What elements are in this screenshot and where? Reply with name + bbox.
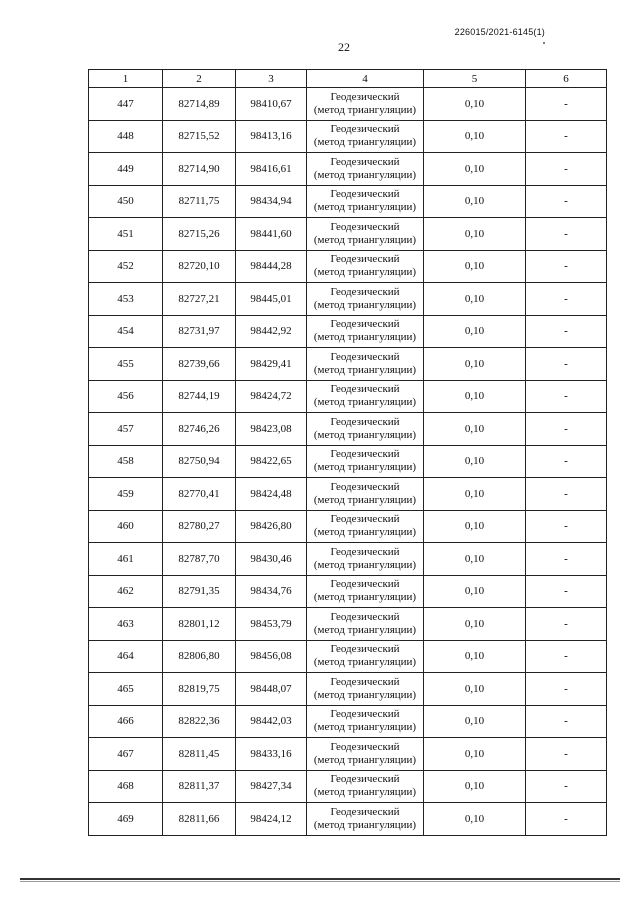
x-coordinate-cell: 82744,19 (163, 380, 236, 413)
y-coordinate-cell: 98456,08 (236, 640, 307, 673)
header-col-5: 5 (424, 70, 526, 88)
precision-cell: 0,10 (424, 348, 526, 381)
point-number-cell: 465 (89, 673, 163, 706)
method-line-2: (метод триангуляции) (313, 591, 417, 604)
y-coordinate-cell: 98434,94 (236, 185, 307, 218)
precision-cell: 0,10 (424, 575, 526, 608)
point-number-cell: 451 (89, 218, 163, 251)
note-cell: - (526, 88, 607, 121)
method-line-1: Геодезический (330, 610, 400, 623)
precision-cell: 0,10 (424, 803, 526, 836)
method-line-1: Геодезический (330, 708, 400, 721)
point-number-cell: 464 (89, 640, 163, 673)
precision-cell: 0,10 (424, 640, 526, 673)
precision-cell: 0,10 (424, 218, 526, 251)
precision-cell: 0,10 (424, 738, 526, 771)
table-row (89, 88, 607, 121)
method-cell (307, 315, 424, 348)
method-line-2: (метод триангуляции) (313, 656, 417, 669)
point-number-cell: 469 (89, 803, 163, 836)
y-coordinate-cell: 98442,92 (236, 315, 307, 348)
y-coordinate-cell: 98427,34 (236, 770, 307, 803)
method-line-2: (метод триангуляции) (313, 396, 417, 409)
method-line-1: Геодезический (330, 740, 400, 753)
method-line-1: Геодезический (330, 415, 400, 428)
table-row (89, 803, 607, 836)
method-line-2: (метод триангуляции) (313, 786, 417, 799)
x-coordinate-cell: 82746,26 (163, 413, 236, 446)
table-row (89, 153, 607, 186)
note-cell: - (526, 575, 607, 608)
method-line-1: Геодезический (330, 383, 400, 396)
point-number-cell: 456 (89, 380, 163, 413)
method-line-1: Геодезический (330, 675, 400, 688)
method-line-1: Геодезический (330, 90, 400, 103)
table-row (89, 185, 607, 218)
y-coordinate-cell: 98433,16 (236, 738, 307, 771)
method-line-2: (метод триангуляции) (313, 753, 417, 766)
method-line-1: Геодезический (330, 318, 400, 331)
precision-cell: 0,10 (424, 673, 526, 706)
coordinates-table (88, 69, 607, 836)
header-col-1: 1 (89, 70, 163, 88)
y-coordinate-cell: 98426,80 (236, 510, 307, 543)
table-row (89, 705, 607, 738)
method-cell (307, 640, 424, 673)
point-number-cell: 460 (89, 510, 163, 543)
method-line-1: Геодезический (330, 480, 400, 493)
precision-cell: 0,10 (424, 153, 526, 186)
precision-cell: 0,10 (424, 315, 526, 348)
method-line-1: Геодезический (330, 773, 400, 786)
precision-cell: 0,10 (424, 445, 526, 478)
note-cell: - (526, 185, 607, 218)
note-cell: - (526, 218, 607, 251)
table-row (89, 543, 607, 576)
x-coordinate-cell: 82770,41 (163, 478, 236, 511)
method-line-1: Геодезический (330, 513, 400, 526)
page-number: 22 (338, 40, 350, 54)
point-number-cell: 459 (89, 478, 163, 511)
y-coordinate-cell: 98448,07 (236, 673, 307, 706)
table-row (89, 250, 607, 283)
method-line-2: (метод триангуляции) (313, 688, 417, 701)
point-number-cell: 467 (89, 738, 163, 771)
note-cell: - (526, 283, 607, 316)
method-line-1: Геодезический (330, 643, 400, 656)
note-cell: - (526, 608, 607, 641)
method-line-2: (метод триангуляции) (313, 266, 417, 279)
method-cell (307, 348, 424, 381)
note-cell: - (526, 478, 607, 511)
point-number-cell: 453 (89, 283, 163, 316)
method-cell (307, 185, 424, 218)
table-row (89, 413, 607, 446)
table-row (89, 380, 607, 413)
y-coordinate-cell: 98410,67 (236, 88, 307, 121)
y-coordinate-cell: 98416,61 (236, 153, 307, 186)
x-coordinate-cell: 82739,66 (163, 348, 236, 381)
note-cell: - (526, 250, 607, 283)
method-cell (307, 218, 424, 251)
method-cell (307, 88, 424, 121)
x-coordinate-cell: 82806,80 (163, 640, 236, 673)
point-number-cell: 462 (89, 575, 163, 608)
point-number-cell: 447 (89, 88, 163, 121)
note-cell: - (526, 543, 607, 576)
x-coordinate-cell: 82711,75 (163, 185, 236, 218)
precision-cell: 0,10 (424, 120, 526, 153)
y-coordinate-cell: 98430,46 (236, 543, 307, 576)
point-number-cell: 448 (89, 120, 163, 153)
header-col-4: 4 (307, 70, 424, 88)
table-row (89, 283, 607, 316)
note-cell: - (526, 673, 607, 706)
y-coordinate-cell: 98424,72 (236, 380, 307, 413)
x-coordinate-cell: 82714,89 (163, 88, 236, 121)
method-line-2: (метод триангуляции) (313, 103, 417, 116)
y-coordinate-cell: 98441,60 (236, 218, 307, 251)
x-coordinate-cell: 82727,21 (163, 283, 236, 316)
method-line-2: (метод триангуляции) (313, 331, 417, 344)
note-cell: - (526, 738, 607, 771)
method-line-2: (метод триангуляции) (313, 201, 417, 214)
scan-edge-line-faint (20, 881, 620, 882)
precision-cell: 0,10 (424, 380, 526, 413)
note-cell: - (526, 120, 607, 153)
precision-cell: 0,10 (424, 478, 526, 511)
method-cell (307, 575, 424, 608)
method-line-2: (метод триангуляции) (313, 428, 417, 441)
note-cell: - (526, 705, 607, 738)
x-coordinate-cell: 82780,27 (163, 510, 236, 543)
method-line-1: Геодезический (330, 578, 400, 591)
precision-cell: 0,10 (424, 413, 526, 446)
precision-cell: 0,10 (424, 510, 526, 543)
method-line-2: (метод триангуляции) (313, 233, 417, 246)
note-cell: - (526, 770, 607, 803)
method-cell (307, 738, 424, 771)
y-coordinate-cell: 98434,76 (236, 575, 307, 608)
note-cell: - (526, 315, 607, 348)
precision-cell: 0,10 (424, 250, 526, 283)
point-number-cell: 468 (89, 770, 163, 803)
method-line-1: Геодезический (330, 350, 400, 363)
table-header-row (89, 70, 607, 88)
method-line-2: (метод триангуляции) (313, 818, 417, 831)
note-cell: - (526, 380, 607, 413)
method-line-1: Геодезический (330, 155, 400, 168)
method-line-2: (метод триангуляции) (313, 168, 417, 181)
x-coordinate-cell: 82822,36 (163, 705, 236, 738)
y-coordinate-cell: 98442,03 (236, 705, 307, 738)
y-coordinate-cell: 98453,79 (236, 608, 307, 641)
method-line-1: Геодезический (330, 545, 400, 558)
y-coordinate-cell: 98429,41 (236, 348, 307, 381)
method-line-2: (метод триангуляции) (313, 363, 417, 376)
method-cell (307, 510, 424, 543)
header-col-2: 2 (163, 70, 236, 88)
method-cell (307, 283, 424, 316)
table-row (89, 478, 607, 511)
method-line-2: (метод триангуляции) (313, 136, 417, 149)
note-cell: - (526, 445, 607, 478)
method-line-2: (метод триангуляции) (313, 721, 417, 734)
point-number-cell: 457 (89, 413, 163, 446)
point-number-cell: 449 (89, 153, 163, 186)
method-cell (307, 543, 424, 576)
note-cell: - (526, 640, 607, 673)
y-coordinate-cell: 98424,48 (236, 478, 307, 511)
x-coordinate-cell: 82811,37 (163, 770, 236, 803)
table-row (89, 575, 607, 608)
table-row (89, 348, 607, 381)
method-line-2: (метод триангуляции) (313, 558, 417, 571)
x-coordinate-cell: 82715,52 (163, 120, 236, 153)
point-number-cell: 455 (89, 348, 163, 381)
table-row (89, 640, 607, 673)
table-row (89, 738, 607, 771)
x-coordinate-cell: 82715,26 (163, 218, 236, 251)
document-number: 226015/2021-6145(1) (454, 27, 545, 37)
method-cell (307, 803, 424, 836)
method-line-1: Геодезический (330, 188, 400, 201)
method-line-1: Геодезический (330, 253, 400, 266)
point-number-cell: 458 (89, 445, 163, 478)
precision-cell: 0,10 (424, 88, 526, 121)
table-row (89, 315, 607, 348)
point-number-cell: 452 (89, 250, 163, 283)
y-coordinate-cell: 98445,01 (236, 283, 307, 316)
point-number-cell: 461 (89, 543, 163, 576)
point-number-cell: 463 (89, 608, 163, 641)
method-line-1: Геодезический (330, 123, 400, 136)
x-coordinate-cell: 82811,45 (163, 738, 236, 771)
table-row (89, 673, 607, 706)
x-coordinate-cell: 82731,97 (163, 315, 236, 348)
method-cell (307, 153, 424, 186)
y-coordinate-cell: 98422,65 (236, 445, 307, 478)
precision-cell: 0,10 (424, 283, 526, 316)
note-cell: - (526, 510, 607, 543)
method-cell (307, 445, 424, 478)
table-row (89, 445, 607, 478)
method-line-2: (метод триангуляции) (313, 526, 417, 539)
note-cell: - (526, 348, 607, 381)
method-line-1: Геодезический (330, 805, 400, 818)
table-row (89, 770, 607, 803)
x-coordinate-cell: 82801,12 (163, 608, 236, 641)
scan-edge-line (20, 878, 620, 880)
method-cell (307, 380, 424, 413)
note-cell: - (526, 803, 607, 836)
x-coordinate-cell: 82787,70 (163, 543, 236, 576)
table-row (89, 510, 607, 543)
method-line-1: Геодезический (330, 448, 400, 461)
table-row (89, 608, 607, 641)
method-cell (307, 770, 424, 803)
method-cell (307, 673, 424, 706)
method-cell (307, 478, 424, 511)
x-coordinate-cell: 82720,10 (163, 250, 236, 283)
precision-cell: 0,10 (424, 543, 526, 576)
note-cell: - (526, 413, 607, 446)
x-coordinate-cell: 82819,75 (163, 673, 236, 706)
point-number-cell: 466 (89, 705, 163, 738)
method-line-2: (метод триангуляции) (313, 493, 417, 506)
point-number-cell: 454 (89, 315, 163, 348)
method-line-1: Геодезический (330, 285, 400, 298)
header-col-6: 6 (526, 70, 607, 88)
precision-cell: 0,10 (424, 770, 526, 803)
y-coordinate-cell: 98444,28 (236, 250, 307, 283)
x-coordinate-cell: 82750,94 (163, 445, 236, 478)
method-cell (307, 705, 424, 738)
method-cell (307, 250, 424, 283)
precision-cell: 0,10 (424, 705, 526, 738)
x-coordinate-cell: 82791,35 (163, 575, 236, 608)
table-row (89, 120, 607, 153)
y-coordinate-cell: 98424,12 (236, 803, 307, 836)
precision-cell: 0,10 (424, 608, 526, 641)
y-coordinate-cell: 98423,08 (236, 413, 307, 446)
precision-cell: 0,10 (424, 185, 526, 218)
header-col-3: 3 (236, 70, 307, 88)
point-number-cell: 450 (89, 185, 163, 218)
method-line-2: (метод триангуляции) (313, 623, 417, 636)
method-cell (307, 120, 424, 153)
method-cell (307, 608, 424, 641)
x-coordinate-cell: 82811,66 (163, 803, 236, 836)
method-cell (307, 413, 424, 446)
y-coordinate-cell: 98413,16 (236, 120, 307, 153)
method-line-2: (метод триангуляции) (313, 461, 417, 474)
method-line-1: Геодезический (330, 220, 400, 233)
note-cell: - (526, 153, 607, 186)
method-line-2: (метод триангуляции) (313, 298, 417, 311)
x-coordinate-cell: 82714,90 (163, 153, 236, 186)
table-row (89, 218, 607, 251)
